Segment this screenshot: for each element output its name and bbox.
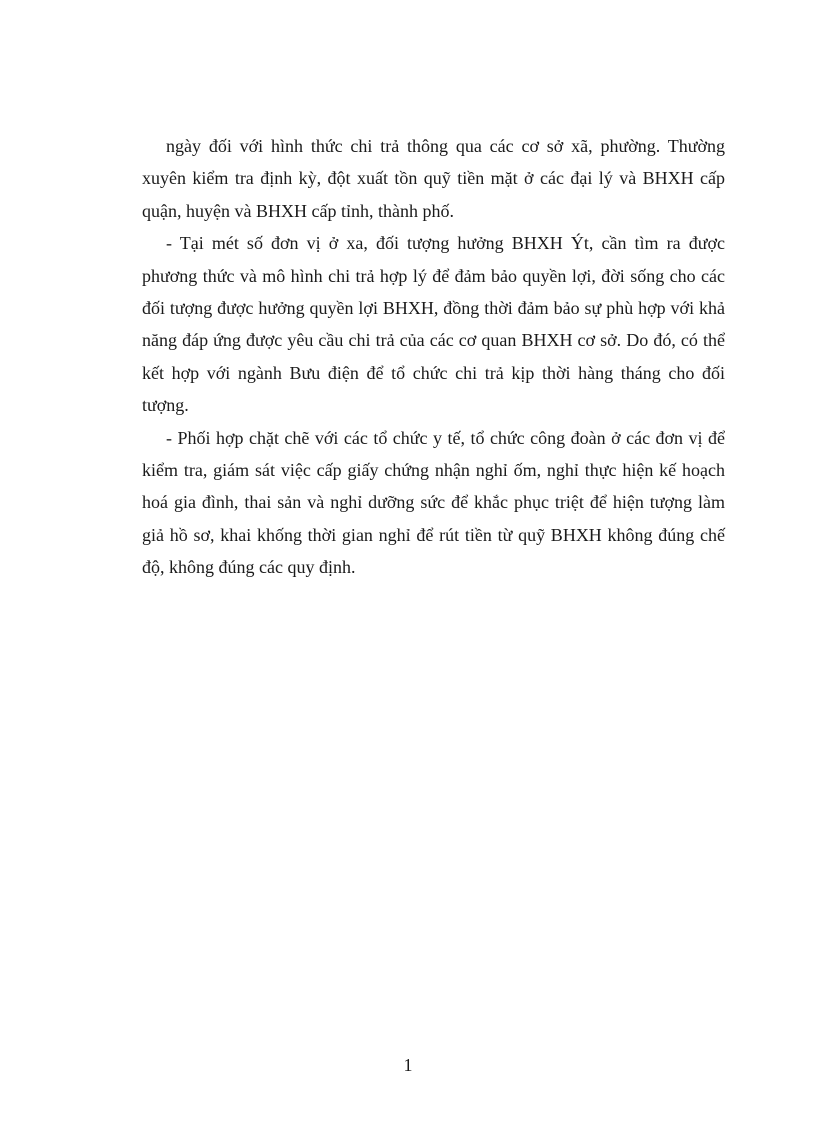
page-number: 1 <box>403 1055 413 1075</box>
body-text <box>142 130 725 584</box>
paragraph-1: ngày đối với hình thức chi trả thông qua các cơ sở xã, phường. Thường xuyên kiểm tra định kỳ, đột xuất tồn quỹ tiền mặt ở các đại lý và BHXH cấp quận, huyện và BHXH cấp tỉnh, thành phố. <box>142 136 725 221</box>
paragraph-3: - Phối hợp chặt chẽ với các tổ chức y tế, tổ chức công đoàn ở các đơn vị để kiểm tra, giám sát việc cấp giấy chứng nhận nghỉ ốm, nghỉ thực hiện kế hoạch hoá gia đình, thai sản và nghỉ dưỡng sức để khắc phục triệt để hiện tượng làm giả hồ sơ, khai khống thời gian nghỉ để rút tiền từ quỹ BHXH không đúng chế độ, không đúng các quy định. <box>142 427 725 578</box>
paragraph-2: - Tại mét số đơn vị ở xa, đối tượng hưởng BHXH Ýt, cần tìm ra được phương thức và mô hình chi trả hợp lý để đảm bảo quyền lợi, đời sống cho các đối tượng được hưởng quyền lợi BHXH, đồng thời đảm bảo sự phù hợp với khả năng đáp ứng được yêu cầu chi trả của các cơ quan BHXH cơ sở. Do đó, có thể kết hợp với ngành Bưu điện để tổ chức chi trả kịp thời hàng tháng cho đối tượng. <box>142 233 725 416</box>
